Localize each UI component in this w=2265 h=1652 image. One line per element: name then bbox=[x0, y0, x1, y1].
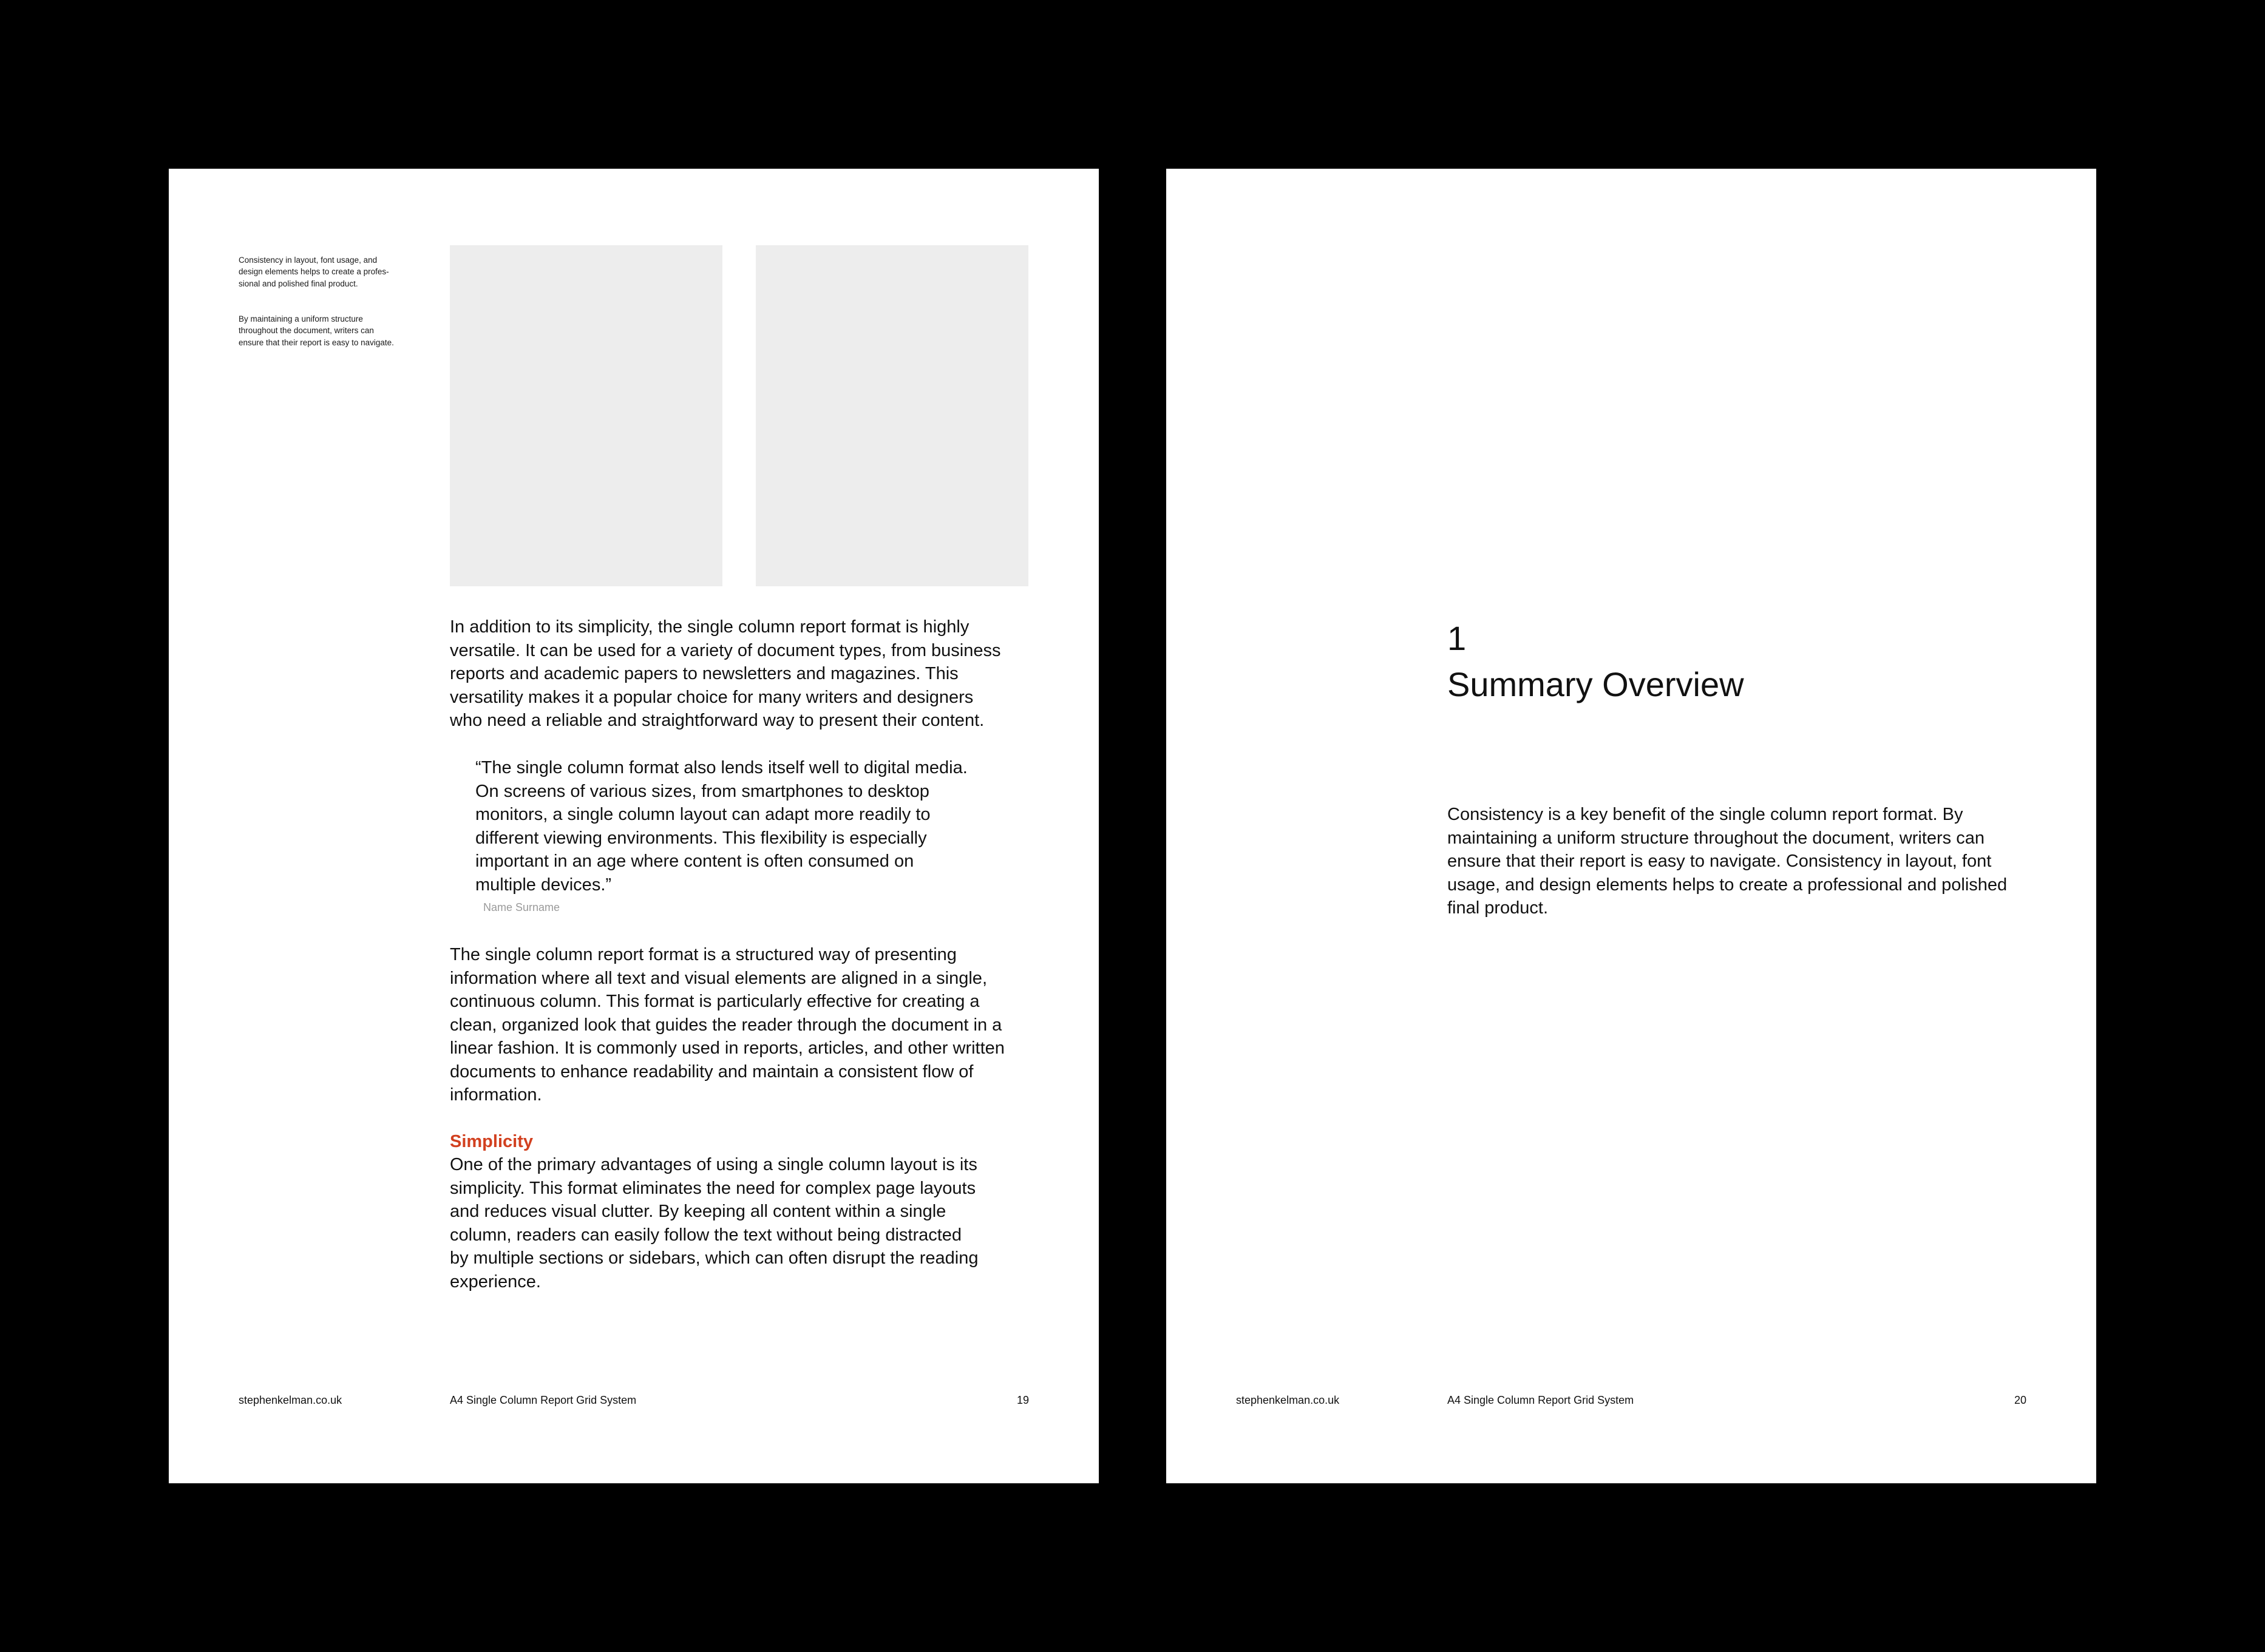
summary-paragraph: Consistency is a key benefit of the single column report format. By maintaining a uniform structure throughout the document, writers can ensure that their report is easy to navigate. Consistency in layout, font usage, and design elements helps to create a professional and polished final product. bbox=[1447, 805, 2008, 918]
footer-site: stephenkelman.co.uk bbox=[239, 1394, 342, 1406]
chapter-number: 1 bbox=[1447, 619, 1467, 657]
image-placeholder-2 bbox=[756, 245, 1028, 586]
footer-page-number: 20 bbox=[2014, 1394, 2026, 1406]
sidenote bbox=[239, 242, 421, 372]
sidenote-paragraph-1: Consistency in layout, font usage, and design elements helps to create a profes- sional and polished final product. bbox=[239, 255, 389, 288]
section-heading-simplicity: Simplicity bbox=[450, 1132, 533, 1151]
footer-site: stephenkelman.co.uk bbox=[1236, 1394, 1340, 1406]
pull-quote: “The single column format also lends itself well to digital media. On screens of various sizes, from smartphones to desktop monitors, a single column layout can adapt more readily to different viewing environments. This flexibility is especially important in an age where content is often consumed on multiple devices.” bbox=[475, 758, 968, 895]
page-19 bbox=[169, 169, 1099, 1483]
image-placeholder-1 bbox=[450, 245, 722, 586]
quote-attribution: Name Surname bbox=[483, 901, 560, 913]
sidenote-paragraph-2: By maintaining a uniform structure throughout the document, writers can ensure that their report is easy to navigate. bbox=[239, 314, 394, 347]
body-paragraph-structure: The single column report format is a structured way of presenting information where all text and visual elements are aligned in a single, continuous column. This format is particularly effective for creating a clean, organized look that guides the reader through the document in a linear fashion. It is commonly used in reports, articles, and other written documents to enhance readability and maintain a consistent flow of information. bbox=[450, 945, 1005, 1105]
chapter-title: Summary Overview bbox=[1447, 665, 1744, 703]
footer-document-title: A4 Single Column Report Grid System bbox=[450, 1394, 637, 1406]
body-paragraph-simplicity: One of the primary advantages of using a single column layout is its simplicity. This format eliminates the need for complex page layouts and reduces visual clutter. By keeping all content within a single column, readers can easily follow the text without being distracted by multiple sections or sidebars, which can often disrupt the reading experience. bbox=[450, 1155, 979, 1291]
footer-page-number: 19 bbox=[1016, 1394, 1029, 1406]
body-paragraph-versatility: In addition to its simplicity, the single column report format is highly versatile. It can be used for a variety of document types, from business reports and academic papers to newsletters and magazines. This versatility makes it a popular choice for many writers and designers who need a reliable and straightforward way to present their content. bbox=[450, 617, 1001, 730]
footer-document-title: A4 Single Column Report Grid System bbox=[1447, 1394, 1634, 1406]
page-20 bbox=[1166, 169, 2096, 1483]
